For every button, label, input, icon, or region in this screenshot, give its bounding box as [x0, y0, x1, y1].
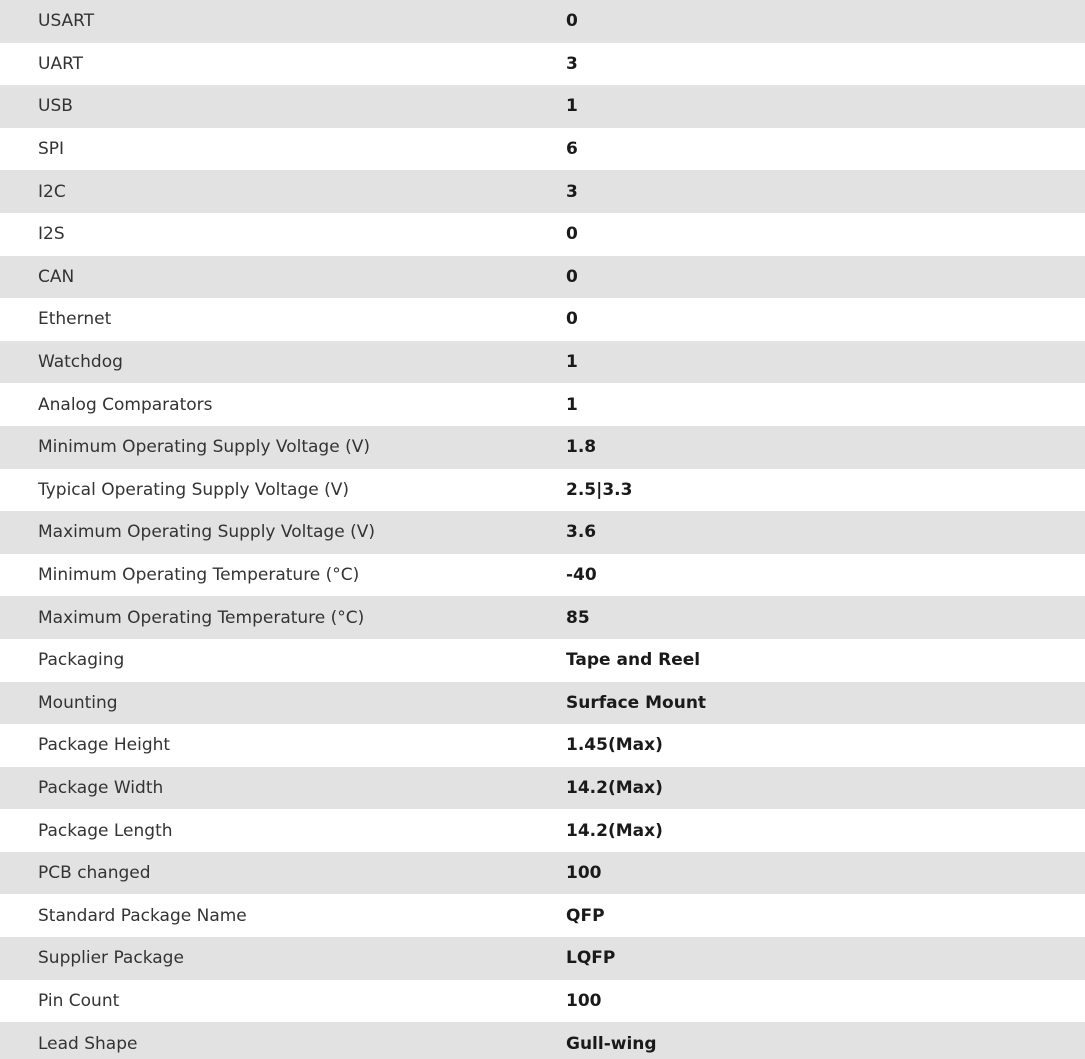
spec-label: Watchdog: [38, 352, 123, 373]
spec-row: [0, 298, 1085, 341]
spec-label: Ethernet: [38, 309, 112, 330]
spec-label: UART: [38, 53, 84, 74]
spec-value: 1.45(Max): [566, 735, 663, 756]
spec-value: 85: [566, 607, 590, 628]
spec-value: 6: [566, 139, 578, 160]
spec-row: [0, 852, 1085, 895]
spec-row: [0, 809, 1085, 852]
spec-row: [0, 341, 1085, 384]
spec-label: CAN: [38, 266, 75, 287]
spec-row: [0, 85, 1085, 128]
spec-value: 100: [566, 863, 602, 884]
spec-row: [0, 682, 1085, 725]
spec-value: 3.6: [566, 522, 597, 543]
spec-value: LQFP: [566, 948, 616, 969]
spec-value: 0: [566, 309, 578, 330]
spec-value: Surface Mount: [566, 692, 707, 713]
spec-row: [0, 1022, 1085, 1059]
spec-value: 1: [566, 394, 578, 415]
spec-row: [0, 937, 1085, 980]
spec-value: 3: [566, 53, 578, 74]
spec-value: 0: [566, 224, 578, 245]
spec-row: [0, 256, 1085, 299]
spec-row: [0, 724, 1085, 767]
spec-row: [0, 894, 1085, 937]
spec-row: [0, 596, 1085, 639]
spec-value: 1: [566, 96, 578, 117]
spec-label: Analog Comparators: [38, 394, 213, 415]
spec-label: USB: [38, 96, 73, 117]
spec-row: [0, 213, 1085, 256]
spec-value: 14.2(Max): [566, 820, 663, 841]
spec-label: I2C: [38, 181, 66, 202]
spec-value: 100: [566, 990, 602, 1011]
spec-value: 0: [566, 266, 578, 287]
spec-label: Packaging: [38, 650, 125, 671]
spec-row: [0, 128, 1085, 171]
spec-row: [0, 383, 1085, 426]
spec-label: Pin Count: [38, 990, 120, 1011]
spec-row: [0, 980, 1085, 1023]
spec-label: Standard Package Name: [38, 905, 247, 926]
spec-row: [0, 43, 1085, 86]
spec-label: Mounting: [38, 692, 118, 713]
spec-value: 1.8: [566, 437, 597, 458]
spec-label: I2S: [38, 224, 65, 245]
spec-row: [0, 170, 1085, 213]
spec-label: SPI: [38, 139, 65, 160]
spec-label: Minimum Operating Temperature (°C): [38, 565, 360, 586]
spec-value: 0: [566, 11, 578, 32]
spec-value: 1: [566, 352, 578, 373]
spec-label: USART: [38, 11, 95, 32]
spec-row: [0, 767, 1085, 810]
spec-label: Typical Operating Supply Voltage (V): [38, 479, 349, 500]
spec-value: 3: [566, 181, 578, 202]
spec-label: Maximum Operating Supply Voltage (V): [38, 522, 375, 543]
spec-label: Lead Shape: [38, 1033, 138, 1054]
spec-value: 14.2(Max): [566, 777, 663, 798]
spec-value: -40: [566, 565, 597, 586]
spec-row: [0, 426, 1085, 469]
spec-label: Package Width: [38, 777, 164, 798]
spec-label: Package Length: [38, 820, 173, 841]
spec-label: PCB changed: [38, 863, 151, 884]
spec-row: [0, 554, 1085, 597]
spec-label: Package Height: [38, 735, 171, 756]
spec-row: [0, 639, 1085, 682]
spec-label: Maximum Operating Temperature (°C): [38, 607, 365, 628]
spec-value: 2.5|3.3: [566, 479, 633, 500]
spec-value: QFP: [566, 905, 605, 926]
spec-row: [0, 0, 1085, 43]
spec-label: Minimum Operating Supply Voltage (V): [38, 437, 370, 458]
spec-row: [0, 511, 1085, 554]
spec-value: Tape and Reel: [566, 650, 701, 671]
spec-label: Supplier Package: [38, 948, 184, 969]
spec-row: [0, 469, 1085, 512]
spec-value: Gull-wing: [566, 1033, 657, 1054]
